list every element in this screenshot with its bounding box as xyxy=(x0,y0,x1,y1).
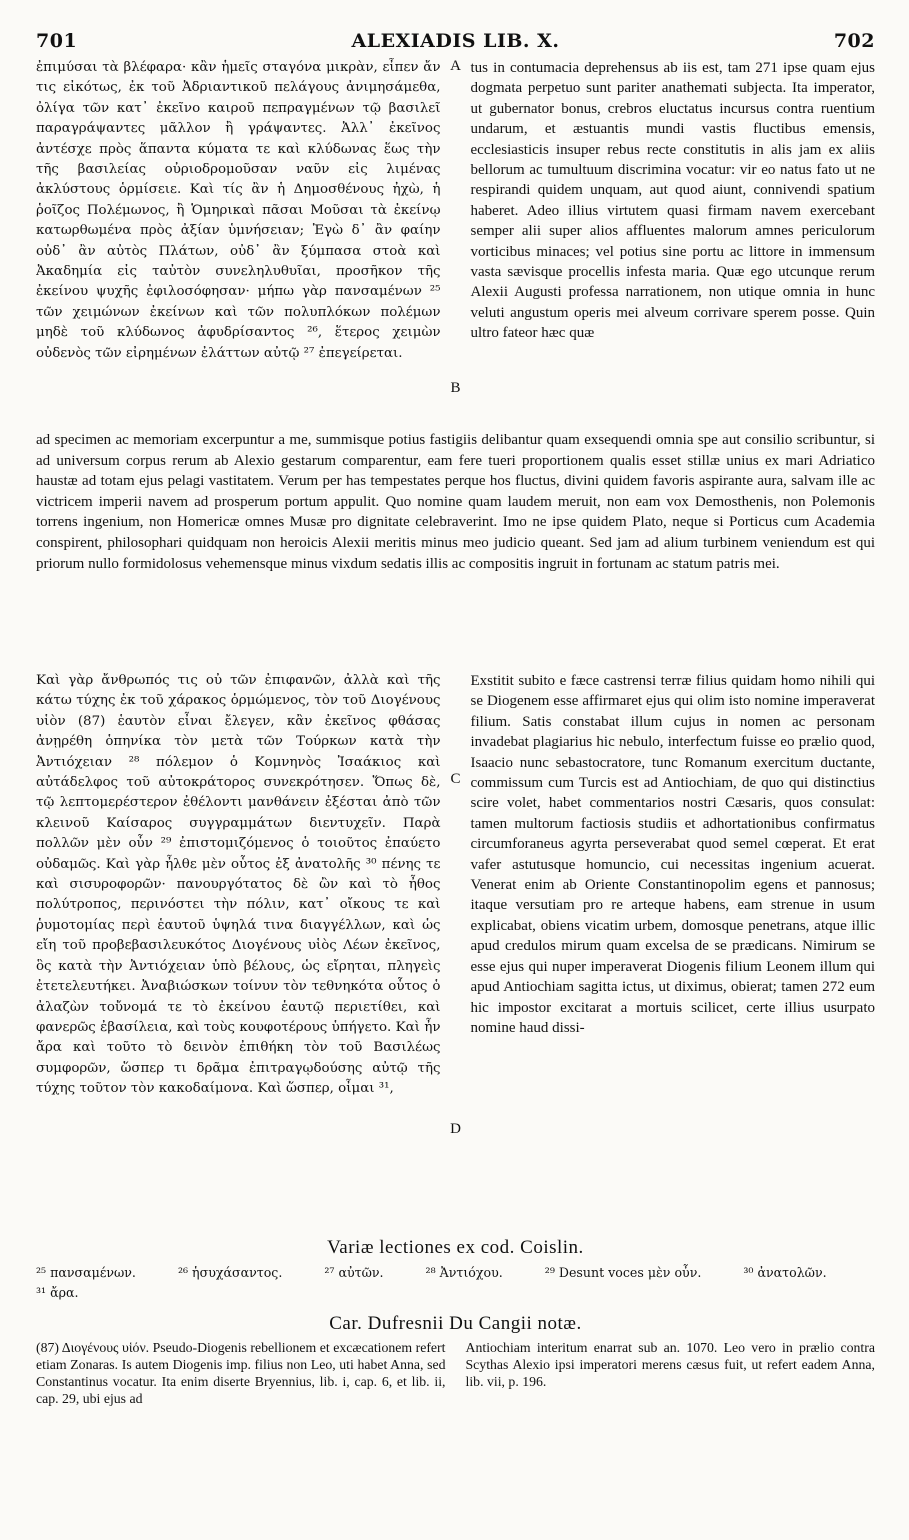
margin-markers-2 xyxy=(447,671,465,1227)
variae-heading: Variæ lectiones ex cod. Coislin. xyxy=(327,1237,584,1258)
variant-item: ²⁸ Ἀντιόχου. xyxy=(425,1265,503,1280)
notae-columns xyxy=(36,1339,875,1407)
note-left: (87) Διογένους υἱόν. Pseudo-Diogenis rebellionem et excæcationem refert etiam Zonaras. Is autem Diogenis imp. filius non Leo, uti habet Anna, sed Constantinus vocatur. Ita enim diserte Bryennius, lib. i, cap. 6, et lib. ii, cap. 29, ubi ejus ad xyxy=(36,1340,446,1406)
variant-item: ³¹ ἄρα. xyxy=(36,1285,79,1300)
running-title: ALEXIADIS LIB. X. xyxy=(351,30,560,52)
margin-marker-d: D xyxy=(450,1121,461,1137)
notae-heading: Car. Dufresnii Du Cangii notæ. xyxy=(329,1313,582,1334)
latin-text-2: Exstitit subito e fæce castrensi terræ filius quidam homo nihili qui se Diogenem esse affirmaret ejus qui olim isto nomine imperaverat filium. Satis constabat illum cujus in nomen ac personam invadebat plagiarius hic nebulo, interfectum fuisse eo prælio quod, Isaacio nunc sebastocratore, tunc Romanum exercitum ductante, commissum cum Turcis est ad Antiochiam, de quo qui distinctius scire volet, habet commentarios nostri Cæsaris, quos consulat: tamen multorum factiosis studiis et adhortationibus confirmatus circumforaneus agyrta perseverabat quod semel cœperat. Et erat vafer astutusque homuncio, cui necessitas ingenium acuerat. Venerat enim ab Oriente Constantinopolim egens et pannosus; itaque versutiam pro re arteque habens, eam strenue in usum explicabat, obiens vicatim urbem, domosque penetrans, atque illic apud credulos mirum quam excelsa de se prædicans. Nimirum se esse ejus qui nuper imperaverat Diogenis filium Leonem illum qui apud Antiochiam sagitta ictus, ut diximus, obierat; tamen 272 eum hic impostor excitarat a mortuis scilicet, certe illius usurpato nomine haud dissi- xyxy=(470,673,875,1036)
margin-marker-a: A xyxy=(450,58,461,74)
right-page-number: 702 xyxy=(833,30,875,52)
variant-item: ³⁰ ἀνατολῶν. xyxy=(743,1265,827,1280)
greek-text-1: ἐπιμύσαι τὰ βλέφαρα· κἂν ἡμεῖς σταγόνα μικρὰν, εἶπεν ἄν τις εἰκότως, ἐκ τοῦ Ἀδριαντικοῦ πελάγους ἀνιμησάμεθα, ὀλίγα τῶν κατ᾽ ἐκεῖνο καιροῦ πεπραγμένων τῷ βασιλεῖ παραγράψαντες μᾶλλον ἢ γράψαντες. Ἀλλ᾽ ἐκεῖνος ἀντέσχε πρὸς ἅπαντα κύματα τε καὶ κλύδωνας ἕως τὴν τῆς βασιλείας οὐριοδρομοῦσαν ναῦν εἰς λιμένας ἀκλύστους ὁρμίσειε. Καὶ τίς ἂν ἡ Δημοσθένους ἠχὼ, ἡ ῥοῖζος Πολέμωνος, ἢ Ὁμηρικαὶ πᾶσαι Μοῦσαι τὰ ἐκείνῳ κατωρθωμένα πρὸς ἀξίαν ὑμνήσειαν; Ἐγὼ δ᾽ ἂν φαίην οὐδ᾽ ἂν αὐτὸς Πλάτων, οὐδ᾽ ἂν ξύμπασα στοὰ καὶ Ἀκαδημία εἰς ταὐτὸν συνεληλυθυῖαι, προσῆκον τῆς ἐκείνου ψυχῆς ἐφιλοσόφησαν· μήπω γὰρ πανσαμένων ²⁵ τῶν χειμώνων ἐκείνων καὶ τῶν πολυπλόκων πολέμων μηδὲ τοῦ κλύδωνος ἀφυδρίσαντος ²⁶, ἕτερος χειμὼν οὐδενὸς τῶν εἰρημένων ἐλάττων αὐτῷ ²⁷ ἐπεγείρεται. xyxy=(36,60,441,361)
variant-item: ²⁶ ἡσυχάσαντος. xyxy=(177,1265,283,1280)
latin-text-1: tus in contumacia deprehensus ab iis est, tam 271 ipse quam ejus dogmata perpetuo sunt pariter anathemati subjecta. Ita imperator, ut gubernator bonus, crebros eluctatus incursus contra ruentium undarum, et æstuantis mundi vastis fluctibus emensis, ecclesiasticis insuper rebus recte constitutis in alis jam ex aliis bellorum ac tumultuum discrimina vocatur: vir eo natus fato ut ne respirandi quidem unquam, aut quod aiunt, connivendi spatium haberet. Adeo illius virtutem quasi firmam navem exercebant semper alii super alios affluentes malorum amnes periculorum vorticibus minaces; vel potius sine portu ac littore in immensum vasta sævisque procellis infesta maria. Quæ ego utcunque rerum Alexii Augusti professa narrationem, non utique omnia in hunc veluti angustum operis mei alveum corrivare sperem posse. Quin ultro fateor hæc quæ xyxy=(470,60,875,342)
variant-item: ²⁷ αὐτῶν. xyxy=(324,1265,384,1280)
latin-wide-paragraph: ad specimen ac memoriam excerpuntur a me, summisque potius fastigiis delibantur quam exsequendi omnia spe aut consilio scribuntur, si ad universum corpus rerum ab Alexio gestarum comparentur, eam fere tueri proportionem qualis esset stillæ unius ex mari Adriatico haustæ ad totam ejus pelagi vastitatem. Verum per has tempestates perque hos fluctus, divini quidem favoris aspirante aura, salvam ille ac victricem imperii navem ad prosperum portum appulit. Quo nomine quam laudem meruit, non eam vox Demosthenis, non Polemonis torrens ingenium, non Homericæ omnes Musæ pro dignitate celebraverint. Imo ne ipse quidem Plato, neque si Porticus cum Academia conspirent, philosophari quidquam non heroicis Alexii meritis minus meo judicio queant. Sed jam ad alium turbinem veniendum est qui priorum nullo formidolosus vehemensque minus vixdum sedatis illis ac compositis ingruit in fortunam ac statum patris mei. xyxy=(36,432,875,572)
left-page-number: 701 xyxy=(36,30,78,52)
margin-markers-1 xyxy=(447,58,465,430)
running-head xyxy=(36,30,875,58)
variant-item: ²⁵ πανσαμένων. xyxy=(36,1265,136,1280)
variae-list xyxy=(36,1263,875,1303)
greek-text-2: Καὶ γὰρ ἄνθρωπός τις οὐ τῶν ἐπιφανῶν, ἀλλὰ καὶ τῆς κάτω τύχης ἐκ τοῦ χάρακος ὁρμώμενος, τὸν τοῦ Διογένους υἱὸν (87) ἑαυτὸν εἶναι ἔλεγεν, κἂν ἐκεῖνος φθάσας ἀνῃρέθη ὁπηνίκα τὸν μετὰ τῶν Τούρκων κατὰ τὴν Ἀντιόχειαν ²⁸ πόλεμον ὁ Κομνηνὸς Ἰσαάκιος καὶ αὐτάδελφος τοῦ αὐτοκράτορος συνεκρότησεν. Ὅπως δὲ, τῷ λεπτομερέστερον ἐθέλοντι μανθάνειν ἐξέσται ἀπὸ τῶν κλεινοῦ Καίσαρος συγγραμμάτων διεντυχεῖν. Παρὰ πολλῶν μὲν οὖν ²⁹ ἐπιστομιζόμενος ὁ τοιοῦτος ἐπαύετο οὐδαμῶς. Καὶ γὰρ ἦλθε μὲν οὗτος ἐξ ἀνατολῆς ³⁰ πένης τε καὶ σισυροφορῶν· πανουργότατος δὲ ὢν καὶ τὸ ἦθος πολύτροπος, περινόστει τὴν πόλιν, κατ᾽ οἴκους τε καὶ ῥυμοτομίας περὶ ἑαυτοῦ ὑψηλά τινα διαγγέλλων, καὶ ὡς εἴη τοῦ προβεβασιλευκότος Διογένους υἱὸς Λέων ἐκεῖνος, ὃς κατὰ τὴν Ἀντιόχειαν ὑπὸ βέλους, ὡς εἴρηται, πληγεὶς ἐτετελευτήκει. Ἀναβιώσκων τοίνυν τὸν τεθνηκότα οὗτος ὁ ἀλαζὼν τοὔνομά τε τὸ ἐκείνου ἑαυτῷ περιετίθει, καὶ φανερῶς ἐβασίλεια, καὶ τοὺς κουφοτέρους ὑπήγετο. Καὶ ἦν ἄρα καὶ τοῦτο τὸ δεινὸν ἐπιθήκη τὸν τοῦ Βασιλέως συμφορῶν, ὥσπερ τι δρᾶμα ἐπιτραγῳδούσης αὐτῷ τῆς τύχης τοῦτον τὸν κακοδαίμονα. Καὶ ὥσπερ, οἶμαι ³¹, xyxy=(36,673,441,1097)
section-2-columns xyxy=(36,671,875,1227)
note-right: Antiochiam interitum enarrat sub an. 1070. Leo vero in prælio contra Scythas Alexio ipsi imperatori merens cæsus fuit, ut refert eadem Anna, lib. vii, p. 196. xyxy=(465,1340,875,1389)
variant-item: ²⁹ Desunt voces μὲν οὖν. xyxy=(544,1265,702,1280)
margin-marker-c: C xyxy=(450,771,461,787)
margin-marker-b: B xyxy=(450,380,461,396)
section-1-columns xyxy=(36,58,875,430)
